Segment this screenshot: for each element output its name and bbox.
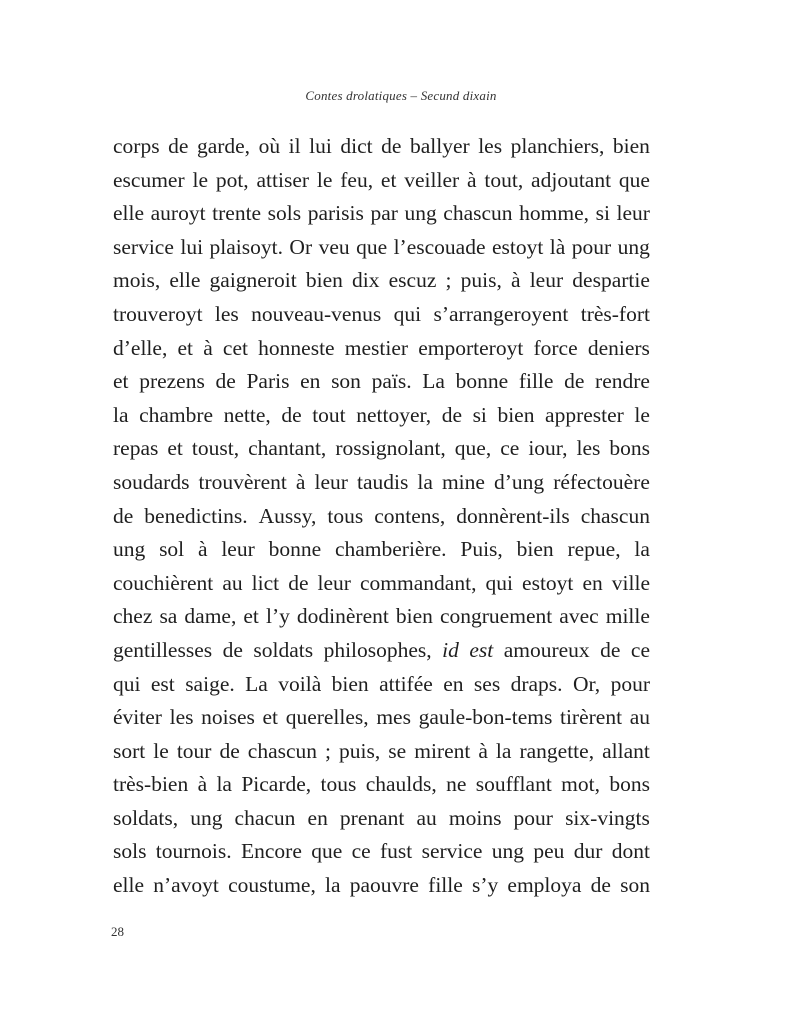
text-line: gentillesses de soldats philosophes, id est amoureux de ce xyxy=(113,637,650,662)
page-number: 28 xyxy=(111,924,124,939)
text-line: sort le tour de chascun ; puis, se mirent à la rangette, allant xyxy=(113,738,650,763)
text-line: qui est saige. La voilà bien attifée en ses draps. Or, pour xyxy=(113,671,650,696)
text-line: elle auroyt trente sols parisis par ung chascun homme, si leur xyxy=(113,201,650,226)
text-line: soldats, ung chacun en prenant au moins pour six-vingts xyxy=(113,805,650,830)
body-text xyxy=(113,130,650,903)
text-line: sols tournois. Encore que ce fust service ung peu dur dont xyxy=(113,839,650,864)
text-line: soudards trouvèrent à leur taudis la mine d’ung réfectouère xyxy=(113,469,650,494)
text-line: la chambre nette, de tout nettoyer, de si bien apprester le xyxy=(113,402,650,427)
text-line: elle n’avoyt coustume, la paouvre fille s’y employa de son xyxy=(113,873,650,898)
text-line: repas et toust, chantant, rossignolant, que, ce iour, les bons xyxy=(113,436,650,461)
text-line: corps de garde, où il lui dict de ballyer les planchiers, bien xyxy=(113,134,650,158)
text-line: très-bien à la Picarde, tous chaulds, ne soufflant mot, bons xyxy=(113,772,650,797)
running-header: Contes drolatiques – Secund dixain xyxy=(305,88,497,103)
text-line: éviter les noises et querelles, mes gaule-bon-tems tirèrent au xyxy=(113,705,650,730)
text-line: mois, elle gaigneroit bien dix escuz ; puis, à leur despartie xyxy=(113,268,650,293)
text-line: ung sol à leur bonne chamberière. Puis, bien repue, la xyxy=(113,537,650,562)
text-line: de benedictins. Aussy, tous contens, donnèrent-ils chascun xyxy=(113,503,650,528)
text-line: trouveroyt les nouveau-venus qui s’arrangeroyent très-fort xyxy=(113,301,650,326)
text-line: chez sa dame, et l’y dodinèrent bien congruement avec mille xyxy=(113,604,650,629)
text-line: d’elle, et à cet honneste mestier emporteroyt force deniers xyxy=(113,335,650,360)
text-line: couchièrent au lict de leur commandant, qui estoyt en ville xyxy=(113,570,650,595)
text-line: service lui plaisoyt. Or veu que l’escouade estoyt là pour ung xyxy=(113,234,650,259)
text-line: et prezens de Paris en son païs. La bonne fille de rendre xyxy=(113,369,650,394)
text-line: escumer le pot, attiser le feu, et veiller à tout, adjoutant que xyxy=(113,167,650,192)
